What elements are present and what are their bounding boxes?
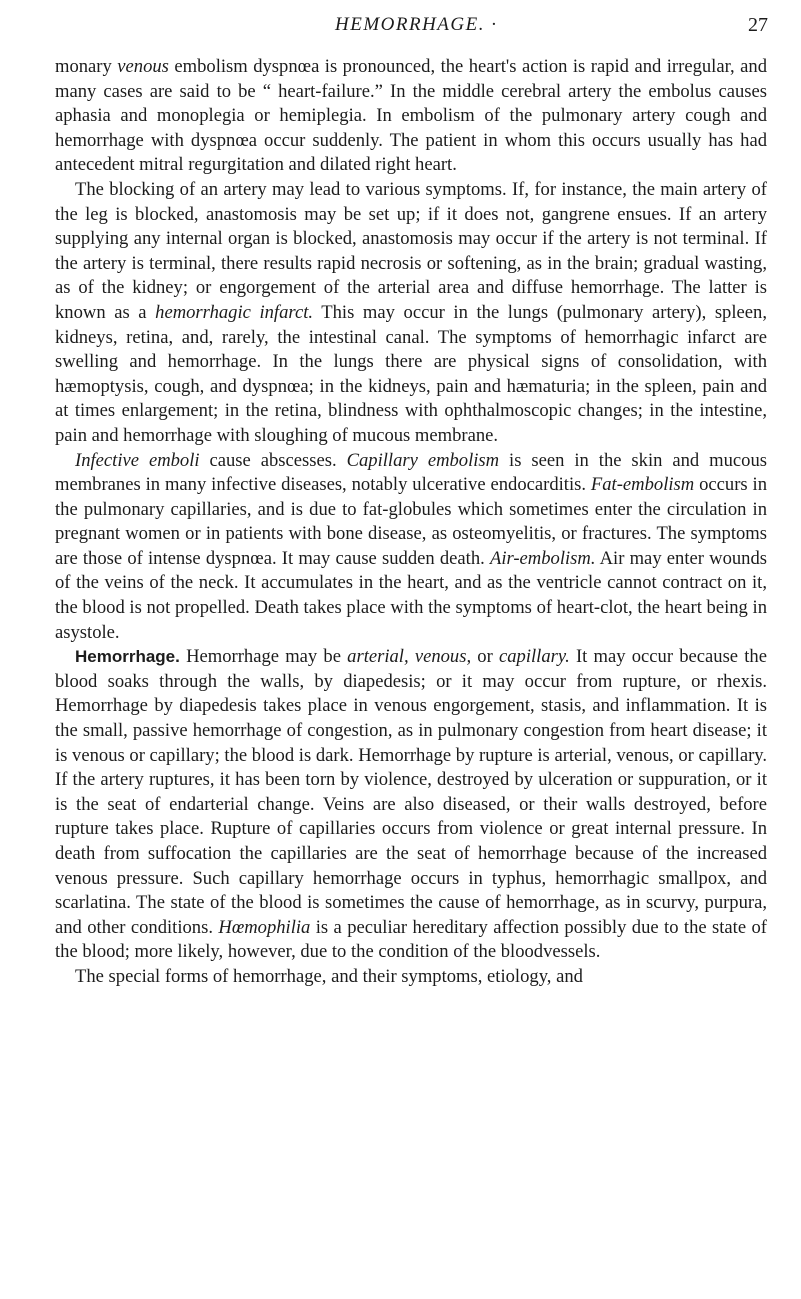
italic-run: Infective emboli <box>75 449 200 471</box>
paragraph <box>55 965 767 990</box>
italic-run: capillary. <box>499 646 570 668</box>
paragraph <box>55 178 767 449</box>
italic-run: Hœmophilia <box>218 916 311 938</box>
text-run: embolism dyspnœa is pronounced, the heart's action is rapid and irregular, and many cases are said to be “ heart-failure.” In the middle cerebral artery the embolus causes aphasia and monoplegia or hemiplegia. In embolism of the pulmonary artery cough and hemorrhage with dyspnœa occur suddenly. The patient in whom this occurs usually has had antecedent mitral regurgitation and dilated right heart. <box>55 56 767 176</box>
italic-run: Air-embolism. <box>489 547 596 569</box>
text-run: is a peculiar hereditary affection possibly due to the state of the blood; more likely, however, due to the condition of the bloodvessels. <box>55 916 767 963</box>
text-run: monary <box>55 56 118 77</box>
header-separator: · <box>491 14 498 35</box>
italic-run: venous <box>117 56 169 77</box>
text-run: It may occur because the blood soaks through the walls, by diapedesis; or it may occur from rupture, or rhexis. Hemorrhage by diapedesis takes place in venous engorgement, stasis, and inflammation. It is the small, passive hemorrhage of congestion, as in pulmonary congestion from heart disease; it is venous or capillary; the blood is dark. Hemorrhage by rupture is arterial, venous, or capillary. If the artery ruptures, it has been torn by violence, destroyed by ulceration or suppuration, or it is the seat of endarterial change. Veins are also diseased, or their walls destroyed, before rupture takes place. Rupture of capillaries occurs from violence or great internal pressure. In death from suffocation the capillaries are the seat of hemorrhage because of the increased venous pressure. Such capillary hemorrhage occurs in typhus, hemorrhagic smallpox, and scarlatina. The state of the blood is sometimes the cause of hemorrhage, as in scurvy, purpura, and other conditions. <box>55 646 767 938</box>
running-title <box>335 14 498 36</box>
page-header <box>0 14 801 44</box>
italic-run: hemorrhagic infarct. <box>155 301 314 323</box>
italic-run: Capillary embolism <box>346 449 500 471</box>
body-text <box>55 55 767 990</box>
running-title-text: HEMORRHAGE. <box>335 14 485 35</box>
text-run: This may occur in the lungs (pulmonary artery), spleen, kidneys, retina, and, rarely, the intestinal canal. The symptoms of hemorrhagic infarct are swelling and hemorrhage. In the lungs there are physical signs of consolidation, with hæmoptysis, cough, and dyspnœa; in the kidneys, pain and hæmaturia; in the spleen, pain and at times enlargement; in the retina, blindness with ophthalmoscopic changes; in the intestine, pain and hemorrhage with sloughing of mucous membrane. <box>55 301 767 446</box>
text-run: The blocking of an artery may lead to various symptoms. If, for instance, the main artery of the leg is blocked, anastomosis may be set up; if it does not, gangrene ensues. If an artery supplying any internal organ is blocked, anastomosis may occur if the artery is not terminal. If the artery is terminal, there results rapid necrosis or softening, as in the brain; gradual wasting, as of the kidney; or engorgement of the arterial area and diffuse hemorrhage. The latter is known as a <box>55 178 767 323</box>
text-run: The special forms of hemorrhage, and their symptoms, etiology, and <box>75 965 583 987</box>
section-heading: Hemorrhage. <box>75 647 180 667</box>
italic-run: Fat-embolism <box>590 474 695 496</box>
text-run: or <box>471 646 499 668</box>
paragraph <box>55 55 767 178</box>
text-run: is seen in the skin and mucous membranes in many infective diseases, notably ulcerative endocarditis. <box>55 449 768 496</box>
italic-run: arterial, venous, <box>347 646 472 668</box>
paragraph <box>55 645 767 965</box>
text-run: occurs in the pulmonary capillaries, and is due to fat-globules which sometimes enter the circulation in pregnant women or in patients with bone disease, as osteomyelitis, or fractures. The symptoms are those of intense dyspnœa. It may cause sudden death. <box>55 474 767 569</box>
paragraph <box>55 449 767 646</box>
page-number: 27 <box>748 14 768 36</box>
text-run: Air may enter wounds of the veins of the neck. It accumulates in the heart, and as the ventricle cannot contract on it, the blood is not propelled. Death takes place with the symptoms of heart-clot, the heart being in asystole. <box>55 547 767 643</box>
text-run: cause abscesses. <box>199 449 347 471</box>
text-run: Hemorrhage may be <box>179 646 348 668</box>
